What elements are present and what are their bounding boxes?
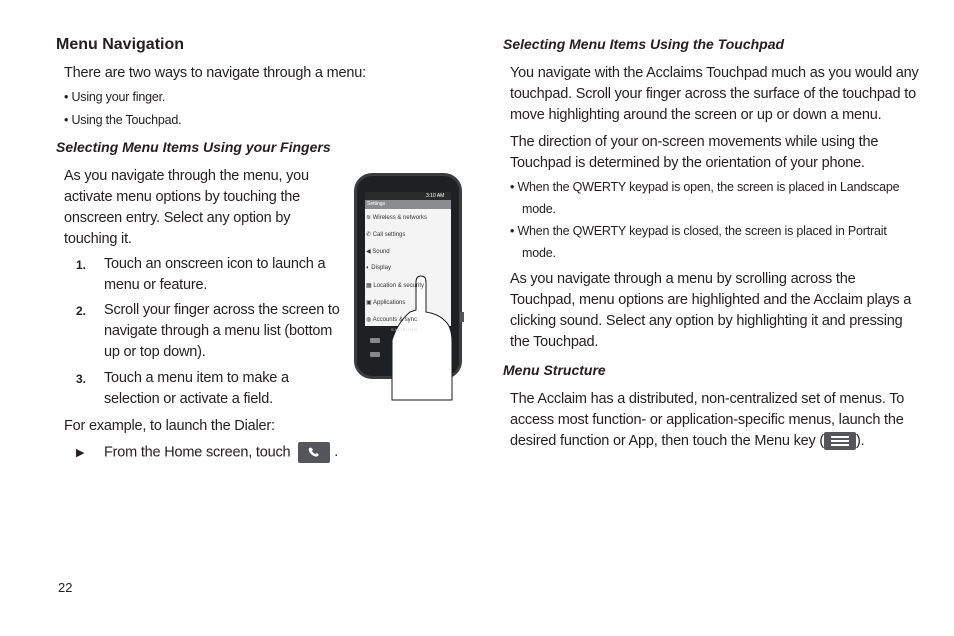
section-heading-fingers: Selecting Menu Items Using your Fingers: [56, 139, 331, 155]
menu-item[interactable]: ▣ Applications: [366, 300, 406, 306]
display-icon: ◐: [366, 265, 370, 271]
menu-item[interactable]: ✆ Call settings: [366, 232, 406, 238]
page-heading: Menu Navigation: [56, 36, 185, 53]
menu-item[interactable]: ▦ Location & security: [366, 283, 425, 289]
example-text: For example, to launch the Dialer:: [64, 418, 275, 434]
phone-icon: ✆: [366, 232, 372, 238]
section-heading-menu-structure: Menu Structure: [503, 362, 606, 378]
dialer-step: From the Home screen, touch .: [104, 442, 338, 463]
menu-item[interactable]: ◍ Accounts & sync: [366, 317, 417, 323]
direction-paragraph: The direction of your on-screen movements while using the Touchpad is determined by the orientation of your phone.: [510, 134, 879, 171]
menu-structure-paragraph: The Acclaim has a distributed, non-centralized set of menus. To access most function- or application-specific menus, launch the desired function or App, then touch the Menu key ( ).: [510, 391, 905, 449]
phone-illustration: [352, 172, 464, 402]
touchpad-paragraph: You navigate with the Acclaims Touchpad much as you would any touchpad. Scroll your finger across the surface of the touchpad to move highlighting around the screen or up or down a menu.: [510, 65, 919, 123]
apps-icon: ▣: [366, 300, 372, 306]
bullet-finger: • Using your finger.: [64, 90, 166, 104]
step-number: 1.: [76, 258, 87, 272]
fingers-paragraph: As you navigate through the menu, you activate menu options by touching the onscreen entry. Select any option by touching it.: [64, 168, 309, 247]
step-text: Touch a menu item to make a selection or activate a field.: [104, 370, 289, 407]
step-text: Touch an onscreen icon to launch a menu or feature.: [104, 256, 326, 293]
bullet-landscape: • When the QWERTY keypad is open, the screen is placed in Landscape mode.: [510, 180, 900, 216]
screen-title: Settings: [367, 201, 386, 207]
sync-icon: ◍: [366, 317, 372, 323]
menu-key-icon: [824, 432, 856, 450]
carrier-logo: U.S.Cellular: [377, 182, 411, 188]
intro-text: There are two ways to navigate through a menu:: [64, 65, 366, 81]
grid-icon: ▦: [366, 283, 372, 289]
step-text: Scroll your finger across the screen to navigate through a menu list (bottom up or top down).: [104, 302, 340, 360]
call-key-icon: [298, 442, 330, 463]
wifi-icon: ≋: [366, 215, 372, 221]
section-heading-touchpad: Selecting Menu Items Using the Touchpad: [503, 36, 785, 52]
page-number: 22: [58, 580, 73, 595]
arrow-bullet-icon: ▶: [76, 447, 85, 459]
phone-brand: SAMSUNG: [391, 327, 419, 332]
bullet-portrait: • When the QWERTY keypad is closed, the screen is placed in Portrait mode.: [510, 224, 887, 260]
bullet-touchpad: • Using the Touchpad.: [64, 113, 182, 127]
status-time: 3:10 AM: [426, 193, 445, 199]
speaker-icon: ◀: [366, 249, 371, 255]
step-number: 2.: [76, 304, 87, 318]
highlight-paragraph: As you navigate through a menu by scrolling across the Touchpad, menu options are highlighted and the Acclaim plays a clicking sound. Select any option by highlighting it and pressing the Touchpad.: [510, 271, 912, 350]
menu-item[interactable]: ◀ Sound: [366, 249, 390, 255]
menu-item[interactable]: ◐ Display: [366, 265, 391, 271]
step-number: 3.: [76, 372, 87, 386]
menu-item[interactable]: ≋ Wireless & networks: [366, 215, 428, 221]
